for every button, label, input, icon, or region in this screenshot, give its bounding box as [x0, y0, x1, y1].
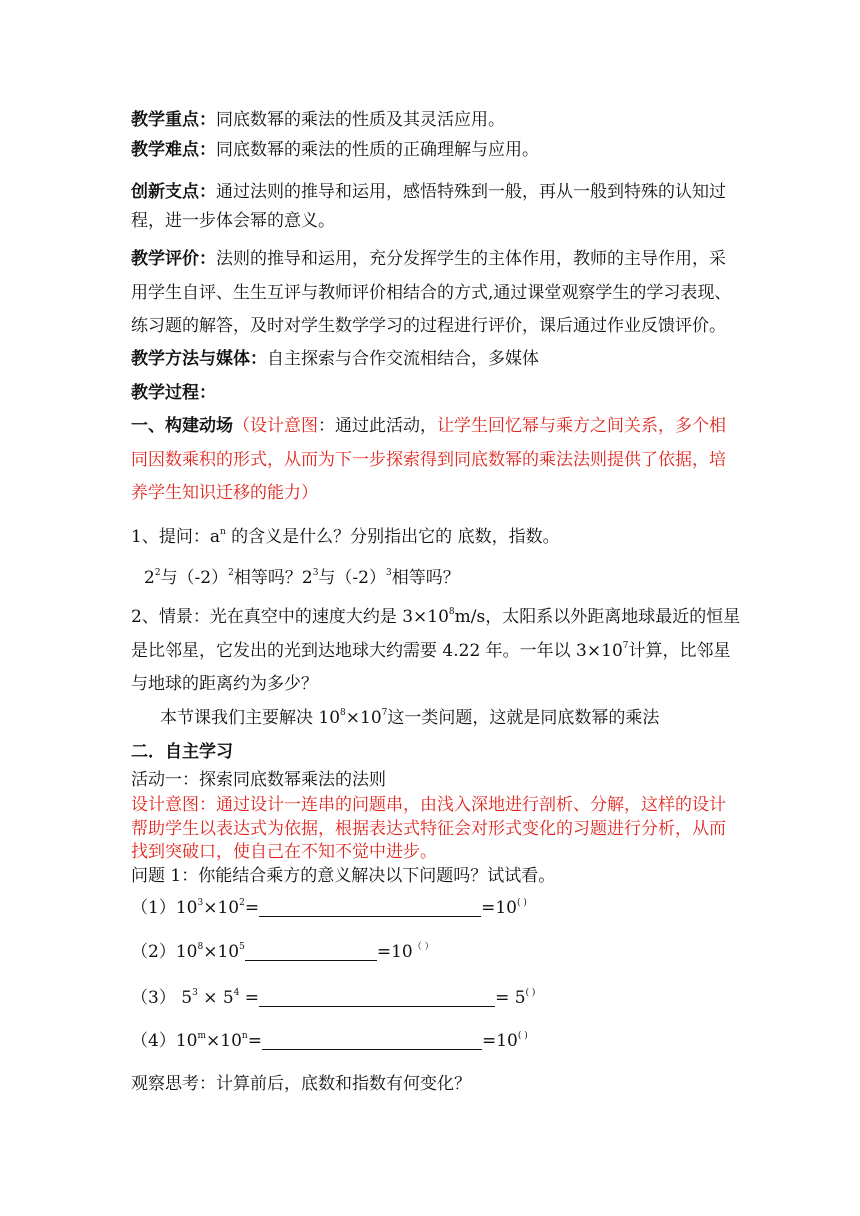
- e4-answer-blank[interactable]: [262, 1031, 482, 1050]
- e4-eq: =: [247, 1031, 262, 1051]
- q1b-c-base: 2: [301, 568, 313, 588]
- q1-rest: 的含义是什么？分别指出它的 底数，指数。: [225, 527, 560, 547]
- intro-line: [160, 706, 659, 730]
- e3-eq: =: [239, 988, 260, 1008]
- e3-x: × 5: [197, 988, 234, 1008]
- e4-res-exp: ( ): [517, 1031, 528, 1041]
- q1-base: a: [209, 527, 220, 547]
- focus-label: 教学重点：: [131, 110, 216, 130]
- e2-x: ×10: [203, 942, 240, 962]
- section1-design-open: （设计意图: [233, 416, 318, 436]
- intro-exp2: 7: [381, 708, 388, 718]
- process-label: 教学过程：: [131, 383, 216, 403]
- evaluation-text-1: 法则的推导和运用，充分发挥学生的主体作用，教师的主导作用，采: [216, 249, 726, 269]
- q2-l1-a: 2、情景：光在真空中的速度大约是 3×10: [131, 607, 449, 627]
- method-text: 自主探索与合作交流相结合，多媒体: [267, 349, 539, 369]
- exercise-1: [131, 896, 527, 920]
- section1-line-1: [131, 414, 726, 438]
- intro-b: ×10: [345, 708, 382, 728]
- innovation-label: 创新支点：: [131, 182, 216, 202]
- section2-title: 二．自主学习: [131, 742, 233, 762]
- e3-num: （3）: [131, 988, 182, 1008]
- q2-l2-exp: 7: [622, 641, 629, 651]
- exercise-3: [131, 986, 535, 1010]
- e2-a: 10: [175, 942, 198, 962]
- e3-answer-blank[interactable]: [259, 988, 495, 1007]
- question-2-line-2: [131, 639, 731, 663]
- q1b-a-exp: 2: [154, 568, 161, 578]
- e3-res-exp: ( ): [525, 988, 536, 998]
- exercise-2: [131, 940, 434, 964]
- evaluation-line-2: 用学生自评、生生互评与教师评价相结合的方式,通过课堂观察学生的学习表现、: [131, 283, 732, 303]
- q1b-a-base: 2: [144, 568, 155, 588]
- e4-b-exp: n: [241, 1031, 248, 1041]
- e4-a: 10: [175, 1031, 198, 1051]
- intro-a: 本节课我们主要解决 10: [160, 708, 341, 728]
- e2-res: =10: [376, 942, 413, 962]
- e3-a-exp: 3: [192, 988, 198, 998]
- activity1-title: 活动一：探索同底数幂乘法的法则: [131, 770, 386, 790]
- q1b-t1: 与（-2）: [160, 568, 229, 588]
- e1-b-exp: 2: [239, 898, 245, 908]
- difficulty-text: 同底数幂的乘法的性质的正确理解与应用。: [216, 140, 539, 160]
- e1-num: （1）: [131, 898, 176, 918]
- q1-prefix: 1、提问：: [131, 527, 210, 547]
- e4-num: （4）: [131, 1031, 176, 1051]
- innovation-line-2: 程，进一步体会幂的意义。: [131, 211, 335, 231]
- question-1b: [144, 566, 460, 590]
- q1-exp: n: [219, 527, 226, 537]
- e2-res-exp: （ ）: [412, 942, 434, 952]
- teaching-focus: [131, 108, 505, 132]
- section1-title: 一、构建动场: [131, 416, 233, 436]
- intro-c: 这一类问题，这就是同底数幂的乘法: [387, 708, 660, 728]
- q1b-t3: 与（-2）: [318, 568, 386, 588]
- question-1: [131, 525, 560, 549]
- problem1-text: 问题 1：你能结合乘方的意义解决以下问题吗？试试看。: [131, 866, 556, 886]
- e4-x: ×10: [206, 1031, 242, 1051]
- e2-a-exp: 8: [197, 942, 204, 952]
- q1b-c-exp: 3: [312, 568, 319, 578]
- q2-l1-b: m/s，太阳系以外距离地球最近的恒星: [454, 607, 741, 627]
- e2-num: （2）: [131, 942, 176, 962]
- q1b-t4: 相等吗？: [391, 568, 460, 588]
- intro-exp1: 8: [340, 708, 346, 718]
- e3-res: = 5: [495, 988, 526, 1008]
- design2-line-3: 找到突破口，使自己在不知不觉中进步。: [131, 842, 437, 862]
- section1-line-2: 同因数乘积的形式，从而为下一步探索得到同底数幂的乘法法则提供了依据，培: [131, 450, 726, 470]
- e1-a-exp: 3: [197, 898, 204, 908]
- question-2-line-1: [131, 605, 740, 629]
- design2-line-2: 帮助学生以表达式为依据，根据表达式特征会对形式变化的习题进行分析，从而: [131, 819, 726, 839]
- section1-design-colon: ：通过此活动，: [318, 416, 437, 436]
- e2-b-exp: 5: [239, 942, 245, 952]
- teaching-difficulty: [131, 138, 539, 162]
- exercise-4: [131, 1029, 528, 1053]
- e1-x: ×10: [203, 898, 240, 918]
- evaluation-line-1: [131, 247, 726, 271]
- q2-l2-b: 计算，比邻星: [628, 641, 731, 661]
- innovation-line-1: [131, 180, 726, 204]
- e1-answer-blank[interactable]: [259, 898, 481, 917]
- q1b-d-exp: 3: [385, 568, 392, 578]
- section1-line-3: 养学生知识迁移的能力）: [131, 483, 318, 503]
- question-2-line-3: 与地球的距离约为多少？: [131, 674, 318, 694]
- innovation-text-1: 通过法则的推导和运用，感悟特殊到一般，再从一般到特殊的认知过: [216, 182, 726, 202]
- e4-a-exp: m: [197, 1031, 207, 1041]
- e4-res: =10: [481, 1031, 518, 1051]
- e1-res: =10: [481, 898, 517, 918]
- e3-b-exp: 4: [233, 988, 240, 998]
- method-line: [131, 347, 539, 371]
- q2-l1-exp: 8: [448, 607, 455, 617]
- e1-a: 10: [175, 898, 198, 918]
- section1-design-red: 让学生回忆幂与乘方之间关系，多个相: [437, 416, 726, 436]
- design2-line-1: 设计意图：通过设计一连串的问题串，由浅入深地进行剖析、分解，这样的设计: [131, 795, 726, 815]
- focus-text: 同底数幂的乘法的性质及其灵活应用。: [216, 110, 505, 130]
- q1b-t2: 相等吗？: [233, 568, 302, 588]
- q2-l2-a: 是比邻星，它发出的光到达地球大约需要 4.22 年。一年以 3×10: [131, 641, 623, 661]
- evaluation-label: 教学评价：: [131, 249, 216, 269]
- e1-eq: =: [244, 898, 260, 918]
- observe-text: 观察思考：计算前后，底数和指数有何变化？: [131, 1074, 471, 1094]
- method-label: 教学方法与媒体：: [131, 349, 267, 369]
- e1-res-exp: ( ): [516, 898, 527, 908]
- evaluation-line-3: 练习题的解答，及时对学生数学学习的过程进行评价，课后通过作业反馈评价。: [131, 316, 726, 336]
- e2-answer-blank[interactable]: [245, 942, 377, 961]
- e3-a: 5: [181, 988, 193, 1008]
- difficulty-label: 教学难点：: [131, 140, 216, 160]
- q1b-b-exp: 2: [228, 568, 234, 578]
